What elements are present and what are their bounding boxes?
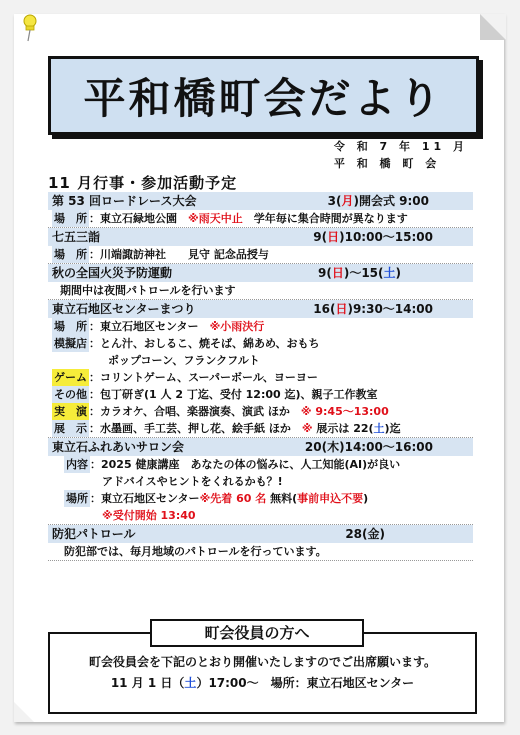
event-time: 9(日)～15(土) [317, 266, 401, 280]
issuer: 平 和 橋 町 会 [333, 157, 441, 170]
place-label: 場 所 [54, 248, 87, 261]
event-time: 28(金) [345, 527, 385, 541]
section-heading: 11 月行事・参加活動予定 [48, 174, 238, 192]
event-list [48, 192, 473, 561]
pushpin-icon [20, 14, 40, 42]
newsletter-title-box [48, 56, 479, 135]
event-desc: 期間中は夜間パトロールを行います [60, 284, 236, 297]
page-curl-corner [480, 14, 506, 40]
place-label: 場 所 [54, 212, 87, 225]
event-name: 秋の全国火災予防運動 [52, 266, 173, 280]
festival-place-row: 場 所 ：東立石地区センター ※小雨決行 [54, 320, 265, 333]
event-time: 3(月)開会式 9:00 [327, 194, 429, 208]
event-name: 東立石地区センターまつり [52, 302, 196, 316]
issue-info [334, 138, 468, 172]
festival-show-row: 実 演 ：カラオケ、合唱、楽器演奏、演武 ほか ※ 9:45～13:00 [54, 405, 389, 418]
page-title: 平和橋町会だより [83, 73, 444, 123]
event-header [48, 438, 473, 456]
event-road-race [48, 192, 473, 228]
festival-game-row: ゲーム ：コリントゲーム、スーパーボール、ヨーヨー [54, 371, 318, 384]
event-header [48, 264, 473, 282]
salon-place-row: 場所 ：東立石地区センター※先着 60 名 無料(事前申込不要) [66, 492, 369, 505]
event-place-row: 場 所 ：東立石緑地公園 ※雨天中止 学年毎に集合時間が異なります [54, 212, 408, 225]
salon-content-row2: アドバイスやヒントをくれるかも？! [102, 475, 283, 488]
festival-exhibit-row: 展 示 ：水墨画、手工芸、押し花、絵手紙 ほか ※ 展示は 22(土)迄 [54, 422, 401, 435]
notice-title: 町会役員の方へ [150, 619, 364, 647]
notice-line1: 町会役員会を下記のとおり開催いたしますのでご出席願います。 [88, 655, 437, 669]
event-desc: 防犯部では、毎月地域のパトロールを行っています。 [64, 545, 327, 558]
event-name: 東立石ふれあいサロン会 [52, 440, 185, 454]
issue-date: 令 和 7 年 11 月 [333, 140, 468, 153]
event-time: 16(日)9:30～14:00 [313, 302, 433, 316]
event-name: 第 53 回ロードレース大会 [52, 194, 197, 208]
festival-other-row: その他 ：包丁研ぎ(1 人 2 丁迄、受付 12:00 迄)、親子工作教室 [54, 388, 378, 401]
page-corner-fold [14, 702, 34, 722]
event-time: 20(木)14:00～16:00 [304, 440, 433, 454]
event-header [48, 525, 473, 543]
event-fire-prevention [48, 264, 473, 300]
event-header [48, 192, 473, 210]
event-header [48, 300, 473, 318]
event-name: 七五三詣 [52, 230, 101, 244]
event-center-festival [48, 300, 473, 438]
event-header [48, 228, 473, 246]
notice-body [48, 652, 477, 694]
festival-shop-row: 模擬店 ：とん汁、おしるこ、焼そば、綿あめ、おもち [54, 337, 320, 350]
event-shichigosan [48, 228, 473, 264]
salon-content-row: 内容 ：2025 健康講座 あなたの体の悩みに、人工知能(AI)が良い [66, 458, 401, 471]
event-time: 9(日)10:00～15:00 [313, 230, 433, 244]
event-place-row: 場 所 ：川端諏訪神社 見守 記念品授与 [54, 248, 269, 261]
festival-shop-row2: ポップコーン、フランクフルト [108, 354, 260, 367]
notice-line2: 11 月 1 日（土）17:00～ 場所：東立石地区センター [110, 676, 415, 690]
event-name: 防犯パトロール [52, 527, 136, 541]
event-patrol [48, 525, 473, 561]
salon-reception-row: ※受付開始 13:40 [102, 509, 196, 522]
event-salon [48, 438, 473, 525]
